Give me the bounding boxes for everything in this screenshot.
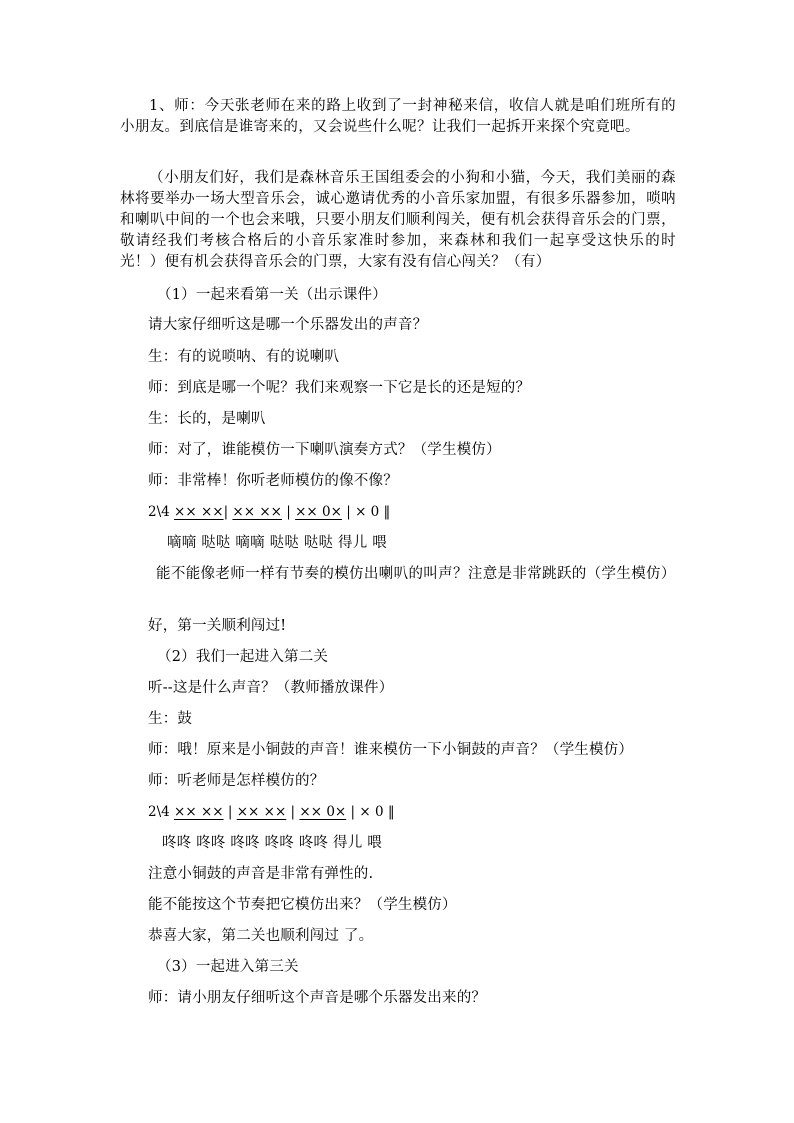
rhythm-lyrics-1: 嘀嘀 哒哒 嘀嘀 哒哒 哒哒 得儿 喂	[167, 535, 387, 551]
rhythm-group: ×× ××	[174, 504, 224, 520]
level2-after-line: 注意小铜鼓的声音是非常有弹性的.	[148, 866, 374, 882]
rhythm-group: ×× ××	[232, 504, 282, 520]
final-measure: | × 0 ‖	[341, 504, 391, 520]
level1-follow-paragraph: 能不能像老师一样有节奏的模仿出喇叭的叫声？注意是非常跳跃的（学生模仿）	[156, 566, 676, 582]
rhythm-lyrics-2: 咚咚 咚咚 咚咚 咚咚 咚咚 得儿 喂	[162, 835, 382, 851]
rhythm-group: ×× 0×	[299, 804, 347, 820]
rhythm-group: ×× ××	[174, 804, 224, 820]
level2-line: 师：哦！原来是小铜鼓的声音！谁来模仿一下小铜鼓的声音？（学生模仿）	[148, 742, 634, 758]
bar-line: |	[223, 804, 237, 820]
level1-heading: （1）一起来看第一关（出示课件）	[157, 287, 387, 303]
time-signature: 2\4	[148, 504, 170, 520]
letter-paragraph: （小朋友们好，我们是森林音乐王国组委会的小狗和小猫，今天，我们美丽的森林将要举办一场大型音乐会，诚心邀请优秀的小音乐家加盟，有很多乐器参加，唢呐和喇叭中间的一个也会来哦，只要小朋友们顺利闯关，便有机会获得音乐会的门票，敬请经我们考核合格后的小音乐家准时参加，来森林和我们一起享受这快乐的时光！）便有机会获得音乐会的门票，大家有没有信心闯关？（有）	[120, 170, 676, 270]
rhythm-notation-1	[148, 502, 678, 523]
level2-line: 生：鼓	[148, 711, 193, 727]
level2-after-line: 恭喜大家，第二关也顺利闯过 了。	[148, 928, 374, 944]
level2-after-line: 能不能按这个节奏把它模仿出来？（学生模仿）	[148, 897, 457, 913]
level2-line: 师：听老师是怎样模仿的？	[148, 773, 325, 789]
level2-line: 听--这是什么声音？（教师播放课件）	[148, 680, 394, 696]
rhythm-group: ×× ××	[236, 804, 287, 820]
time-signature: 2\4	[148, 804, 170, 820]
level1-line: 师：非常棒！你听老师模仿的像不像？	[148, 473, 398, 489]
level3-line: 师：请小朋友仔细听这个声音是哪个乐器发出来的？	[148, 990, 487, 1006]
level1-line: 生：长的，是喇叭	[148, 411, 266, 427]
level2-heading: （2）我们一起进入第二关	[157, 649, 329, 665]
intro-paragraph: 1、师：今天张老师在来的路上收到了一封神秘来信，收信人就是咱们班所有的小朋友。到底信是谁寄来的，又会说些什么呢？让我们一起拆开来探个究竟吧。	[120, 98, 676, 135]
final-measure: | × 0 ‖	[346, 804, 395, 820]
bar-line: |	[286, 804, 300, 820]
bar-line: |	[223, 504, 233, 520]
level1-line: 生：有的说唢呐、有的说喇叭	[148, 349, 340, 365]
rhythm-group: ×× 0×	[295, 504, 342, 520]
rhythm-notation-2	[148, 802, 678, 823]
level1-line: 师：对了，谁能模仿一下喇叭演奏方式？（学生模仿）	[148, 442, 501, 458]
level1-line: 师：到底是哪一个呢？我们来观察一下它是长的还是短的？	[148, 380, 531, 396]
level3-heading: （3）一起进入第三关	[157, 959, 299, 975]
level1-line: 请大家仔细听这是哪一个乐器发出的声音？	[148, 317, 428, 333]
level1-pass: 好，第一关顺利闯过!	[148, 618, 287, 634]
bar-line: |	[281, 504, 296, 520]
